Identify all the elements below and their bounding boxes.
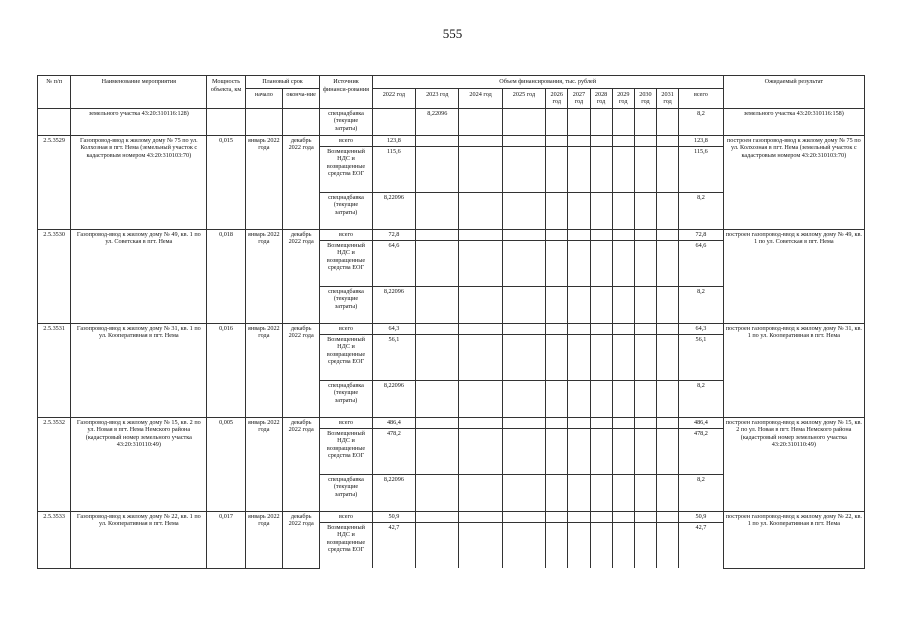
- row-y2023: [416, 428, 459, 474]
- row-y2026: [546, 417, 568, 428]
- row-source: всего: [320, 417, 372, 428]
- row-y2027: [568, 380, 590, 417]
- row-y2022: 478,2: [372, 428, 415, 474]
- row-y2030: [634, 428, 656, 474]
- row-y2027: [568, 334, 590, 380]
- header-capacity: Мощность объекта, км: [207, 76, 245, 109]
- row-y2022: 56,1: [372, 334, 415, 380]
- row-y2023: [416, 192, 459, 229]
- row-y2023: [416, 522, 459, 568]
- row-result: построен газопровод-ввод к жилому дому № 22, кв. 1 по ул. Кооперативная в пгт. Нема: [723, 511, 864, 568]
- row-y2031: [657, 428, 679, 474]
- row-y2031: [657, 511, 679, 522]
- row-y2029: [612, 511, 634, 522]
- row-y2028: [590, 380, 612, 417]
- row-num: 2.5.3532: [38, 417, 71, 511]
- row-y2029: [612, 323, 634, 334]
- row-total: 8,2: [679, 286, 724, 323]
- row-total: 8,2: [679, 474, 724, 511]
- row-source: Возмещенный НДС и возвращенные средства ЕОГ: [320, 428, 372, 474]
- row-total: 64,3: [679, 323, 724, 334]
- row-y2026: [546, 192, 568, 229]
- funding-table: [37, 75, 865, 569]
- header-year-2023: 2023 год: [416, 88, 459, 108]
- row-y2023: [416, 323, 459, 334]
- row-num: 2.5.3530: [38, 229, 71, 323]
- row-y2029: [612, 380, 634, 417]
- row-y2030: [634, 192, 656, 229]
- row-y2022: 50,9: [372, 511, 415, 522]
- table-row: [38, 135, 865, 146]
- row-y2022: 123,8: [372, 135, 415, 146]
- carry-name: земельного участка 43:20:310116:128): [71, 108, 207, 135]
- header-result: Ожидаемый результат: [723, 76, 864, 109]
- row-y2025: [502, 286, 545, 323]
- row-y2028: [590, 428, 612, 474]
- carry-y2026: [546, 108, 568, 135]
- row-y2027: [568, 522, 590, 568]
- row-y2024: [459, 522, 502, 568]
- table-row: [38, 323, 865, 334]
- row-y2027: [568, 474, 590, 511]
- row-y2023: [416, 240, 459, 286]
- row-y2024: [459, 240, 502, 286]
- row-y2022: 72,8: [372, 229, 415, 240]
- row-y2030: [634, 323, 656, 334]
- header-year-2031: 2031 год: [657, 88, 679, 108]
- row-y2029: [612, 417, 634, 428]
- row-y2025: [502, 522, 545, 568]
- header-year-2025: 2025 год: [502, 88, 545, 108]
- row-result: построен газопровод-ввод к жилому дому № 49, кв. 1 по ул. Советская в пгт. Нема: [723, 229, 864, 323]
- carry-num: [38, 108, 71, 135]
- row-y2024: [459, 229, 502, 240]
- row-y2023: [416, 286, 459, 323]
- row-source: Возмещенный НДС и возвращенные средства ЕОГ: [320, 240, 372, 286]
- row-y2030: [634, 135, 656, 146]
- row-result: построен газопровод-ввод к жилому дому № 75 по ул. Колхозная в пгт. Нема (земельный участок с кадастровым номером 43:20:310103:70): [723, 135, 864, 229]
- row-y2022: 64,3: [372, 323, 415, 334]
- row-total: 50,9: [679, 511, 724, 522]
- row-y2027: [568, 286, 590, 323]
- row-start: январь 2022 года: [245, 323, 282, 417]
- row-y2029: [612, 286, 634, 323]
- row-name: Газопровод-ввод к жилому дому № 22, кв. 1 по ул. Кооперативная в пгт. Нема: [71, 511, 207, 568]
- table-body: [38, 108, 865, 568]
- row-source: всего: [320, 229, 372, 240]
- row-y2023: [416, 135, 459, 146]
- row-capacity: 0,017: [207, 511, 245, 568]
- header-year-2029: 2029 год: [612, 88, 634, 108]
- row-y2022: 486,4: [372, 417, 415, 428]
- row-y2029: [612, 334, 634, 380]
- row-source: спецнадбавка (текущие затраты): [320, 474, 372, 511]
- row-total: 115,6: [679, 146, 724, 192]
- carry-source: спецнадбавка (текущие затраты): [320, 108, 372, 135]
- row-y2022: 64,6: [372, 240, 415, 286]
- row-y2026: [546, 428, 568, 474]
- row-result: построен газопровод-ввод к жилому дому № 15, кв. 2 по ул. Новая в пгт. Нема Немского района (кадастровый номер земельного участка 43:20:310110:49): [723, 417, 864, 511]
- row-y2027: [568, 417, 590, 428]
- row-source: Возмещенный НДС и возвращенные средства ЕОГ: [320, 522, 372, 568]
- row-y2022: 42,7: [372, 522, 415, 568]
- carry-y2027: [568, 108, 590, 135]
- row-y2027: [568, 146, 590, 192]
- header-period: Плановый срок: [245, 76, 320, 89]
- row-y2022: 8,22096: [372, 474, 415, 511]
- row-y2027: [568, 428, 590, 474]
- row-y2024: [459, 334, 502, 380]
- header-year-2028: 2028 год: [590, 88, 612, 108]
- row-result: построен газопровод-ввод к жилому дому № 31, кв. 1 по ул. Кооперативная в пгт. Нема: [723, 323, 864, 417]
- row-y2023: [416, 380, 459, 417]
- header-year-2024: 2024 год: [459, 88, 502, 108]
- row-y2028: [590, 192, 612, 229]
- row-total: 8,2: [679, 192, 724, 229]
- row-y2030: [634, 229, 656, 240]
- row-capacity: 0,015: [207, 135, 245, 229]
- row-total: 64,6: [679, 240, 724, 286]
- carry-over-row: [38, 108, 865, 135]
- row-y2030: [634, 146, 656, 192]
- row-source: спецнадбавка (текущие затраты): [320, 286, 372, 323]
- carry-result: земельного участка 43:20:310116:158): [723, 108, 864, 135]
- row-y2024: [459, 286, 502, 323]
- row-y2031: [657, 146, 679, 192]
- row-y2025: [502, 323, 545, 334]
- row-y2022: 8,22096: [372, 380, 415, 417]
- row-total: 8,2: [679, 380, 724, 417]
- row-y2026: [546, 229, 568, 240]
- row-y2023: [416, 146, 459, 192]
- row-end: декабрь 2022 года: [283, 417, 320, 511]
- row-total: 56,1: [679, 334, 724, 380]
- header-year-2026: 2026 год: [546, 88, 568, 108]
- row-y2024: [459, 428, 502, 474]
- row-y2031: [657, 286, 679, 323]
- table-header: [38, 76, 865, 109]
- carry-y2030: [634, 108, 656, 135]
- row-y2025: [502, 511, 545, 522]
- row-y2028: [590, 286, 612, 323]
- row-y2030: [634, 474, 656, 511]
- row-y2025: [502, 240, 545, 286]
- carry-total: 8,2: [679, 108, 724, 135]
- carry-y2023: 8,22096: [416, 108, 459, 135]
- row-y2026: [546, 240, 568, 286]
- row-y2030: [634, 511, 656, 522]
- header-period-start: начало: [245, 88, 282, 108]
- row-y2024: [459, 417, 502, 428]
- row-y2029: [612, 428, 634, 474]
- row-source: спецнадбавка (текущие затраты): [320, 380, 372, 417]
- header-funding: Объем финансирования, тыс. рублей: [372, 76, 723, 89]
- row-y2027: [568, 229, 590, 240]
- row-source: Возмещенный НДС и возвращенные средства ЕОГ: [320, 146, 372, 192]
- header-total: всего: [679, 88, 724, 108]
- row-y2031: [657, 417, 679, 428]
- row-y2028: [590, 229, 612, 240]
- row-start: январь 2022 года: [245, 417, 282, 511]
- row-y2031: [657, 522, 679, 568]
- header-period-end: оконча-ние: [283, 88, 320, 108]
- row-start: январь 2022 года: [245, 511, 282, 568]
- row-end: декабрь 2022 года: [283, 511, 320, 568]
- row-y2027: [568, 192, 590, 229]
- row-y2027: [568, 323, 590, 334]
- row-y2029: [612, 240, 634, 286]
- row-total: 42,7: [679, 522, 724, 568]
- row-y2025: [502, 334, 545, 380]
- header-sources: Источник финанси-рования: [320, 76, 372, 109]
- row-source: Возмещенный НДС и возвращенные средства ЕОГ: [320, 334, 372, 380]
- row-y2030: [634, 334, 656, 380]
- header-year-2027: 2027 год: [568, 88, 590, 108]
- row-y2030: [634, 380, 656, 417]
- row-y2025: [502, 229, 545, 240]
- row-num: 2.5.3529: [38, 135, 71, 229]
- row-y2031: [657, 192, 679, 229]
- row-y2028: [590, 135, 612, 146]
- row-y2029: [612, 135, 634, 146]
- row-y2023: [416, 229, 459, 240]
- table-row: [38, 417, 865, 428]
- row-y2025: [502, 380, 545, 417]
- row-y2028: [590, 146, 612, 192]
- row-y2024: [459, 192, 502, 229]
- row-y2026: [546, 334, 568, 380]
- row-y2023: [416, 474, 459, 511]
- row-y2029: [612, 474, 634, 511]
- row-y2026: [546, 146, 568, 192]
- row-y2025: [502, 146, 545, 192]
- carry-y2022: [372, 108, 415, 135]
- row-capacity: 0,005: [207, 417, 245, 511]
- row-y2024: [459, 380, 502, 417]
- row-y2028: [590, 522, 612, 568]
- row-name: Газопровод-ввод к жилому дому № 75 по ул. Колхозная в пгт. Нема (земельный участок с кадастровым номером 43:20:310103:70): [71, 135, 207, 229]
- row-name: Газопровод-ввод к жилому дому № 15, кв. 2 по ул. Новая в пгт. Нема Немского района (кадастровый номер земельного участка 43:20:310110:49): [71, 417, 207, 511]
- row-total: 72,8: [679, 229, 724, 240]
- row-y2022: 8,22096: [372, 286, 415, 323]
- row-capacity: 0,018: [207, 229, 245, 323]
- row-y2030: [634, 286, 656, 323]
- row-y2029: [612, 229, 634, 240]
- row-y2028: [590, 511, 612, 522]
- row-y2031: [657, 380, 679, 417]
- row-y2029: [612, 192, 634, 229]
- row-start: январь 2022 года: [245, 135, 282, 229]
- row-y2027: [568, 240, 590, 286]
- row-end: декабрь 2022 года: [283, 323, 320, 417]
- row-y2031: [657, 334, 679, 380]
- row-y2024: [459, 146, 502, 192]
- row-y2023: [416, 417, 459, 428]
- row-y2024: [459, 323, 502, 334]
- row-y2023: [416, 334, 459, 380]
- row-y2028: [590, 240, 612, 286]
- row-y2022: 8,22096: [372, 192, 415, 229]
- page-number: 555: [442, 26, 463, 41]
- row-name: Газопровод-ввод к жилому дому № 31, кв. 1 по ул. Кооперативная в пгт. Нема: [71, 323, 207, 417]
- header-year-2022: 2022 год: [372, 88, 415, 108]
- row-end: декабрь 2022 года: [283, 229, 320, 323]
- header-num: № п/п: [38, 76, 71, 109]
- row-y2031: [657, 474, 679, 511]
- row-source: всего: [320, 135, 372, 146]
- carry-capacity: [207, 108, 245, 135]
- row-y2027: [568, 135, 590, 146]
- row-num: 2.5.3533: [38, 511, 71, 568]
- row-y2024: [459, 135, 502, 146]
- header-name: Наименование мероприятия: [71, 76, 207, 109]
- row-total: 478,2: [679, 428, 724, 474]
- row-total: 123,8: [679, 135, 724, 146]
- row-y2026: [546, 286, 568, 323]
- row-y2024: [459, 474, 502, 511]
- row-y2031: [657, 240, 679, 286]
- row-y2028: [590, 323, 612, 334]
- row-y2026: [546, 135, 568, 146]
- row-y2028: [590, 474, 612, 511]
- row-y2025: [502, 474, 545, 511]
- row-y2029: [612, 522, 634, 568]
- row-y2025: [502, 428, 545, 474]
- carry-y2029: [612, 108, 634, 135]
- carry-start: [245, 108, 282, 135]
- row-y2026: [546, 323, 568, 334]
- row-y2028: [590, 417, 612, 428]
- row-y2026: [546, 380, 568, 417]
- row-y2026: [546, 522, 568, 568]
- carry-y2025: [502, 108, 545, 135]
- carry-y2028: [590, 108, 612, 135]
- row-end: декабрь 2022 года: [283, 135, 320, 229]
- carry-end: [283, 108, 320, 135]
- carry-y2031: [657, 108, 679, 135]
- row-y2030: [634, 522, 656, 568]
- row-y2025: [502, 417, 545, 428]
- row-total: 486,4: [679, 417, 724, 428]
- row-y2031: [657, 323, 679, 334]
- row-y2025: [502, 192, 545, 229]
- row-y2027: [568, 511, 590, 522]
- row-y2031: [657, 229, 679, 240]
- row-y2031: [657, 135, 679, 146]
- row-y2026: [546, 474, 568, 511]
- row-y2024: [459, 511, 502, 522]
- row-y2022: 115,6: [372, 146, 415, 192]
- carry-y2024: [459, 108, 502, 135]
- row-start: январь 2022 года: [245, 229, 282, 323]
- table-row: [38, 229, 865, 240]
- row-y2026: [546, 511, 568, 522]
- header-year-2030: 2030 год: [634, 88, 656, 108]
- row-source: всего: [320, 511, 372, 522]
- row-source: спецнадбавка (текущие затраты): [320, 192, 372, 229]
- row-y2030: [634, 417, 656, 428]
- row-y2030: [634, 240, 656, 286]
- row-y2028: [590, 334, 612, 380]
- row-y2029: [612, 146, 634, 192]
- row-num: 2.5.3531: [38, 323, 71, 417]
- row-name: Газопровод-ввод к жилому дому № 49, кв. 1 по ул. Советская в пгт. Нема: [71, 229, 207, 323]
- row-y2023: [416, 511, 459, 522]
- row-source: всего: [320, 323, 372, 334]
- row-capacity: 0,016: [207, 323, 245, 417]
- table-row: [38, 511, 865, 522]
- row-y2025: [502, 135, 545, 146]
